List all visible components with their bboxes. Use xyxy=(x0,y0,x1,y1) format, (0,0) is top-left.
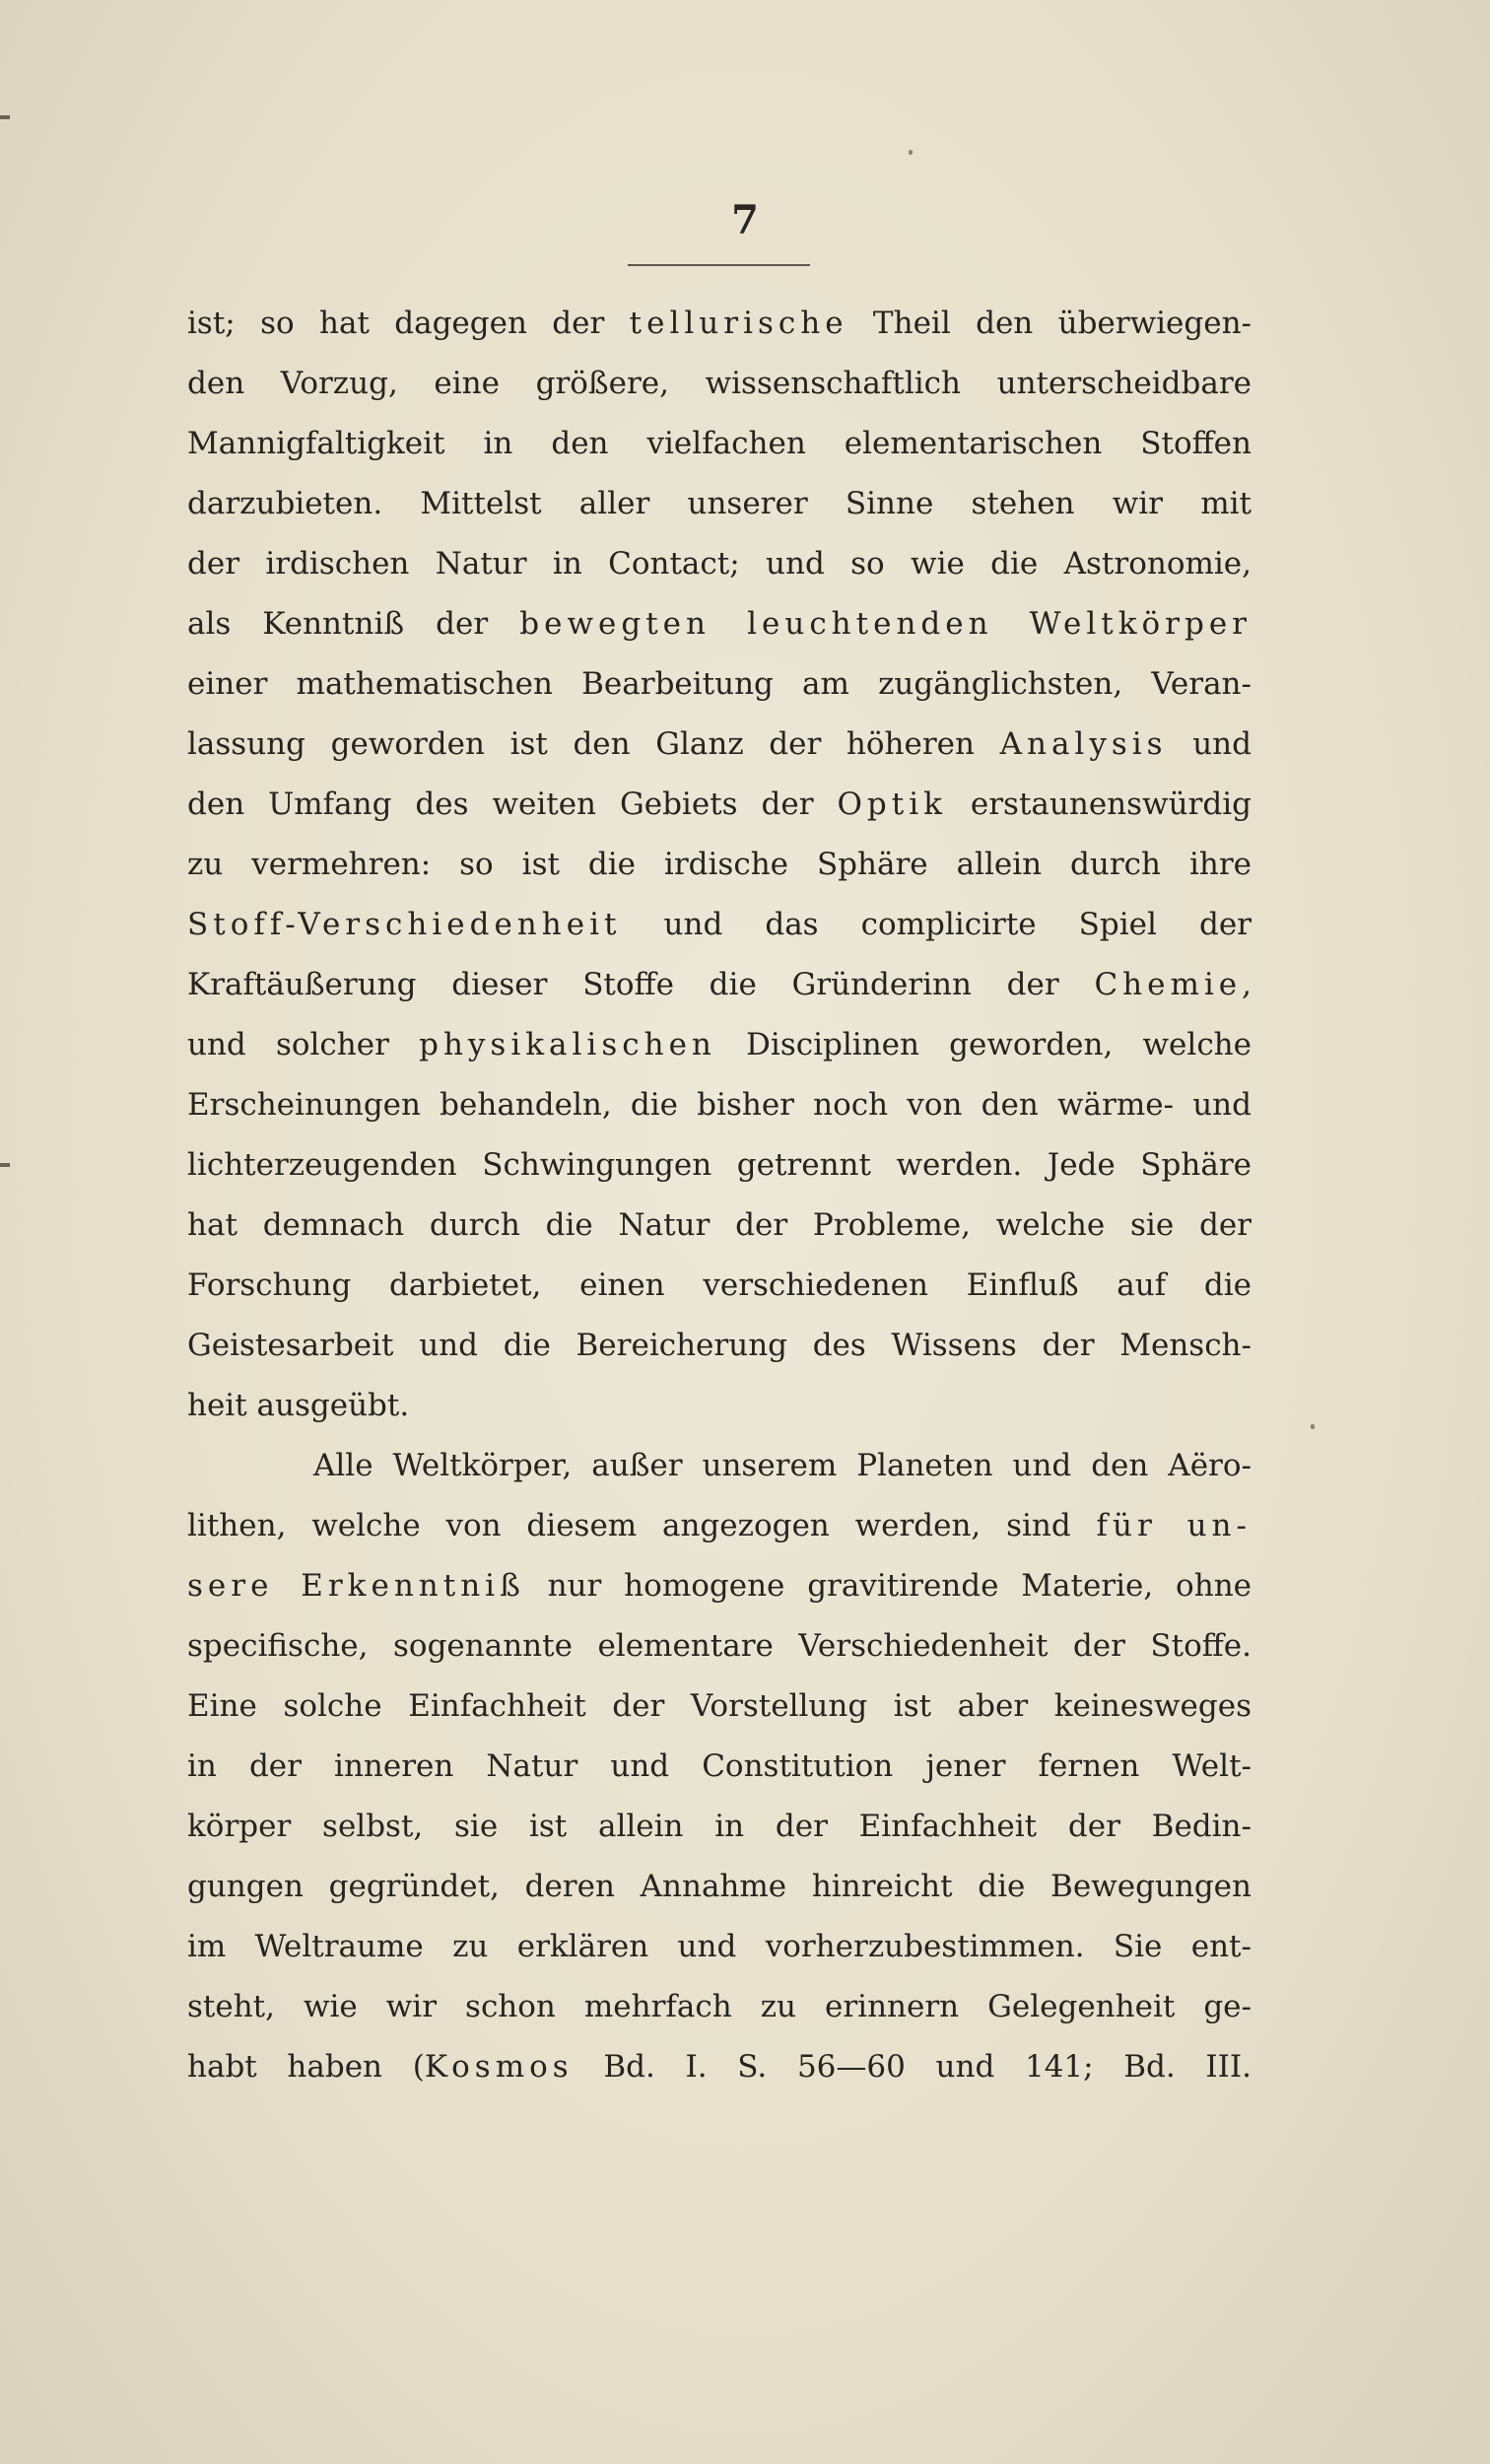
text-line xyxy=(187,715,1252,775)
text-line xyxy=(187,1135,1252,1196)
text-line xyxy=(187,835,1252,895)
text-line xyxy=(187,1857,1252,1917)
body-text xyxy=(187,294,1252,2097)
text-segment: Alle Weltkörper, außer unserem Planeten und den Aëro- xyxy=(313,1448,1252,1483)
text-segment: gungen gegründet, deren Annahme hinreicht die Bewegungen xyxy=(187,1869,1252,1904)
text-segment: den Vorzug, eine größere, wissenschaftlich unterscheidbare xyxy=(187,366,1252,401)
text-segment: Disciplinen geworden, welche xyxy=(715,1027,1252,1062)
text-line xyxy=(187,534,1252,594)
header-rule xyxy=(628,264,810,266)
text-line xyxy=(187,1917,1252,1977)
text-segment: Geistesarbeit und die Bereicherung des Wissens der Mensch- xyxy=(187,1328,1252,1363)
text-segment: Kraftäußerung dieser Stoffe die Gründerinn der xyxy=(187,967,1095,1002)
text-segment: habt haben ( xyxy=(187,2049,425,2085)
text-segment: Erscheinungen behandeln, die bisher noch von den wärme- und xyxy=(187,1087,1252,1123)
page-edge-mark xyxy=(0,1163,10,1167)
text-line xyxy=(187,895,1252,955)
text-segment: einer mathematischen Bearbeitung am zugänglichsten, Veran- xyxy=(187,666,1252,702)
text-segment: darzubieten. Mittelst aller unserer Sinne stehen wir mit xyxy=(187,486,1252,521)
text-line xyxy=(187,1316,1252,1376)
spaced-emphasis-text: Stoff-Verschiedenheit xyxy=(187,907,622,942)
text-line xyxy=(187,1677,1252,1737)
spaced-emphasis-text: Analysis xyxy=(999,726,1168,762)
text-segment: und xyxy=(1167,726,1252,762)
text-line xyxy=(187,2037,1252,2097)
text-segment: Forschung darbietet, einen verschiedenen Einfluß auf die xyxy=(187,1267,1252,1303)
text-segment: hat demnach durch die Natur der Probleme, welche sie der xyxy=(187,1207,1252,1243)
text-segment: nur homogene gravitirende Materie, ohne xyxy=(524,1568,1252,1604)
spaced-emphasis-text: für un- xyxy=(1096,1508,1252,1543)
text-line xyxy=(187,474,1252,534)
text-segment: Eine solche Einfachheit der Vorstellung ist aber keinesweges xyxy=(187,1688,1252,1724)
text-line xyxy=(187,654,1252,715)
text-line xyxy=(187,1436,1252,1496)
spaced-emphasis-text: bewegten leuchtenden Weltkörper xyxy=(519,606,1252,642)
text-segment: der irdischen Natur in Contact; und so wie die Astronomie, xyxy=(187,546,1252,582)
text-segment: Bd. I. S. 56—60 und 141; Bd. III. xyxy=(573,2049,1252,2085)
text-line xyxy=(187,1496,1252,1556)
text-line xyxy=(187,1196,1252,1256)
spaced-emphasis-text: Chemie xyxy=(1094,967,1243,1002)
text-segment: und das complicirte Spiel der xyxy=(621,907,1252,942)
text-segment: lassung geworden ist den Glanz der höheren xyxy=(187,726,1000,762)
spaced-emphasis-text: Kosmos xyxy=(424,2049,574,2085)
text-segment: und solcher xyxy=(187,1027,420,1062)
spaced-emphasis-text: sere Erkenntniß xyxy=(187,1568,525,1604)
text-line xyxy=(187,414,1252,474)
text-segment: Mannigfaltigkeit in den vielfachen elementarischen Stoffen xyxy=(187,426,1252,461)
text-line xyxy=(187,775,1252,835)
text-line xyxy=(187,1737,1252,1797)
text-line xyxy=(187,1376,1252,1436)
text-segment: , xyxy=(1242,967,1252,1002)
ink-speck xyxy=(909,150,913,155)
spaced-emphasis-text: physikalischen xyxy=(419,1027,716,1062)
text-line xyxy=(187,1797,1252,1857)
text-segment: körper selbst, sie ist allein in der Einfachheit der Bedin- xyxy=(187,1809,1252,1844)
text-segment: lithen, welche von diesem angezogen werden, sind xyxy=(187,1508,1097,1543)
spaced-emphasis-text: Optik xyxy=(837,787,947,822)
text-segment: specifische, sogenannte elementare Verschiedenheit der Stoffe. xyxy=(187,1628,1252,1664)
text-segment: ist; so hat dagegen der xyxy=(187,306,630,341)
text-line xyxy=(187,1616,1252,1677)
text-line xyxy=(187,354,1252,414)
text-line xyxy=(187,1015,1252,1075)
text-line xyxy=(187,594,1252,654)
text-segment: steht, wie wir schon mehrfach zu erinnern Gelegenheit ge- xyxy=(187,1989,1252,2024)
text-segment: zu vermehren: so ist die irdische Sphäre allein durch ihre xyxy=(187,847,1252,882)
spaced-emphasis-text: tellurische xyxy=(629,306,848,341)
ink-speck xyxy=(1311,1424,1315,1429)
page-edge-mark xyxy=(0,115,10,119)
text-segment: im Weltraume zu erklären und vorherzubestimmen. Sie ent- xyxy=(187,1929,1252,1964)
text-segment: den Umfang des weiten Gebiets der xyxy=(187,787,838,822)
text-segment: in der inneren Natur und Constitution jener fernen Welt- xyxy=(187,1748,1252,1784)
text-line xyxy=(187,1556,1252,1616)
page-number: 7 xyxy=(731,197,759,243)
text-segment: lichterzeugenden Schwingungen getrennt werden. Jede Sphäre xyxy=(187,1147,1252,1183)
text-segment: heit ausgeübt. xyxy=(187,1388,410,1423)
text-segment: Theil den überwiegen- xyxy=(847,306,1252,341)
text-segment: erstaunenswürdig xyxy=(946,787,1252,822)
text-line xyxy=(187,955,1252,1015)
text-line xyxy=(187,1256,1252,1316)
text-line xyxy=(187,1075,1252,1135)
text-segment: als Kenntniß der xyxy=(187,606,520,642)
text-line xyxy=(187,294,1252,354)
text-line xyxy=(187,1977,1252,2037)
